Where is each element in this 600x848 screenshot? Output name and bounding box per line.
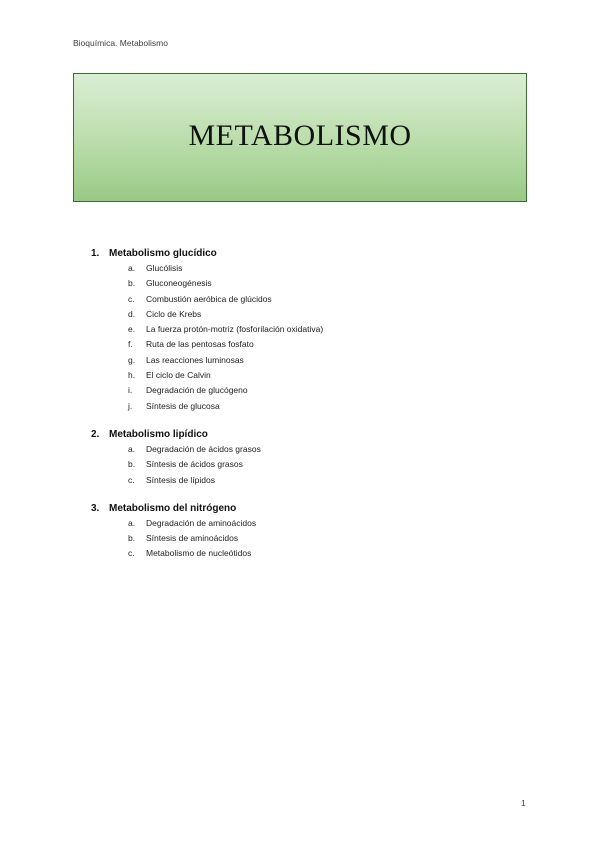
item-letter: a.	[128, 443, 136, 454]
item-text: Metabolismo de nucleótidos	[146, 548, 252, 559]
item-text: Síntesis de lípidos	[146, 474, 215, 485]
item-text: Combustión aeróbica de glúcidos	[146, 293, 272, 304]
item-text: Degradación de glucógeno	[146, 385, 248, 396]
item-letter: b.	[128, 533, 136, 544]
page-number: 1	[521, 798, 526, 808]
section-heading	[91, 246, 511, 261]
list-item	[91, 368, 511, 383]
item-text: Ruta de las pentosas fosfato	[146, 339, 254, 350]
item-letter: b.	[128, 278, 136, 289]
item-letter: g.	[128, 354, 136, 365]
section-title: Metabolismo del nitrógeno	[109, 502, 237, 514]
item-letter: d.	[128, 308, 136, 319]
subitem-list	[91, 442, 511, 488]
list-item	[91, 322, 511, 337]
item-text: Degradación de ácidos grasos	[146, 443, 261, 454]
subitem-list	[91, 516, 511, 562]
list-item	[91, 383, 511, 398]
list-item	[91, 307, 511, 322]
section-number: 2.	[91, 428, 100, 440]
toc-section	[91, 501, 511, 562]
item-letter: c.	[128, 474, 135, 485]
section-number: 3.	[91, 502, 100, 514]
item-letter: a.	[128, 517, 136, 528]
list-item	[91, 473, 511, 488]
item-text: Glucólisis	[146, 263, 183, 273]
item-letter: e.	[128, 324, 136, 335]
item-letter: j.	[128, 400, 133, 411]
toc-section	[91, 427, 511, 488]
section-heading	[91, 427, 511, 442]
item-letter: a.	[128, 263, 136, 273]
list-item	[91, 457, 511, 472]
list-item	[91, 531, 511, 546]
item-letter: c.	[128, 548, 135, 559]
item-letter: h.	[128, 370, 136, 381]
running-header: Bioquímica. Metabolismo	[73, 38, 168, 48]
section-title: Metabolismo glucídico	[109, 248, 217, 259]
item-text: Las reacciones luminosas	[146, 354, 244, 365]
item-text: La fuerza protón-motriz (fosforilación oxidativa)	[146, 324, 324, 335]
list-item	[91, 399, 511, 414]
list-item	[91, 546, 511, 561]
list-item	[91, 276, 511, 291]
section-heading	[91, 501, 511, 516]
list-item	[91, 442, 511, 457]
table-of-contents	[91, 246, 511, 575]
list-item	[91, 516, 511, 531]
document-title: METABOLISMO	[188, 119, 412, 152]
item-text: Síntesis de ácidos grasos	[146, 459, 243, 470]
section-title: Metabolismo lipídico	[109, 428, 208, 440]
list-item	[91, 261, 511, 276]
item-text: Degradación de aminoácidos	[146, 517, 257, 528]
item-text: Gluconeogénesis	[146, 278, 212, 289]
item-letter: f.	[128, 339, 133, 350]
item-text: El ciclo de Calvin	[146, 370, 211, 381]
item-text: Ciclo de Krebs	[146, 308, 202, 319]
list-item	[91, 353, 511, 368]
item-letter: i.	[128, 385, 133, 396]
toc-section	[91, 246, 511, 414]
list-item	[91, 292, 511, 307]
item-letter: c.	[128, 293, 135, 304]
section-number: 1.	[91, 248, 100, 259]
title-banner	[73, 73, 527, 202]
item-text: Síntesis de aminoácidos	[146, 533, 239, 544]
item-text: Síntesis de glucosa	[146, 400, 220, 411]
subitem-list	[91, 261, 511, 414]
item-letter: b.	[128, 459, 136, 470]
list-item	[91, 337, 511, 352]
